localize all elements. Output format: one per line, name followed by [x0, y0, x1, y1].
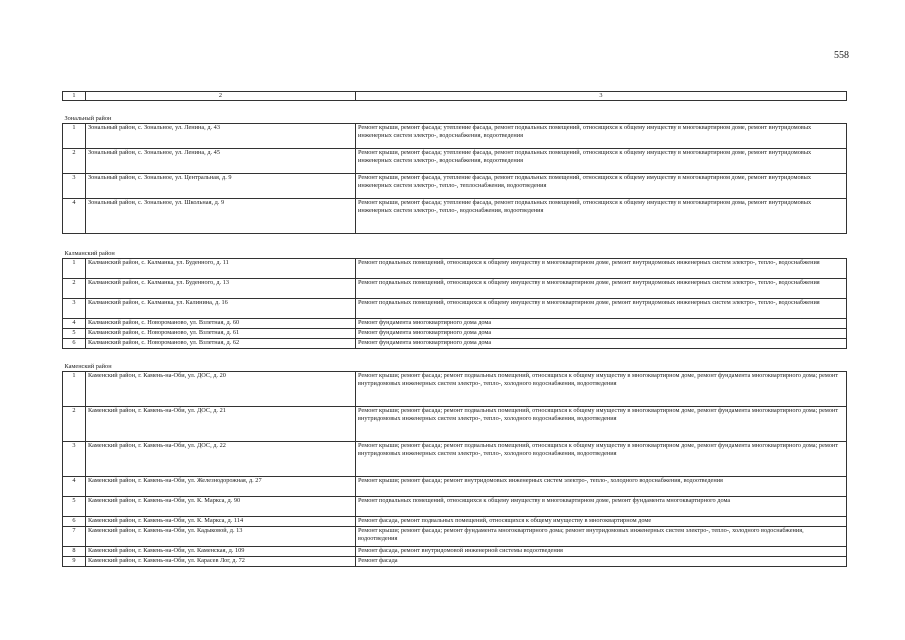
- table-row: [63, 372, 847, 407]
- row-number: 2: [63, 279, 86, 299]
- section-title: Калманский район: [63, 234, 847, 259]
- table-row: [63, 517, 847, 527]
- row-works: Ремонт крыши; ремонт фасада; ремонт подвальных помещений, относящихся к общему имуществу в многоквартирном доме, ремонт фундамента многоквартирного дома; ремонт внутридомовых инженерных систем электро-, тепло-, холодного водоснабжения, водоотведения: [356, 372, 847, 407]
- section-row: [63, 349, 847, 372]
- row-number: 9: [63, 557, 86, 567]
- row-address: Каменский район, г. Камень-на-Оби, ул. Кадыковой, д. 13: [86, 527, 356, 547]
- table-row: [63, 279, 847, 299]
- row-works: Ремонт фасада, ремонт внутридомовой инженерной системы водоотведения: [356, 547, 847, 557]
- row-address: Каменский район, г. Камень-на-Оби, ул. К. Маркса, д. 90: [86, 497, 356, 517]
- row-works: Ремонт подвальных помещений, относящихся к общему имуществу в многоквартирном доме, ремонт фундамента многоквартирного дома: [356, 497, 847, 517]
- row-works: Ремонт крыши; ремонт фасада; ремонт фундамента многоквартирного дома; ремонт внутридомовых инженерных систем электро-, тепло-, холодного водоснабжения, водоотведения: [356, 527, 847, 547]
- header-col-2: 2: [86, 92, 356, 101]
- row-number: 3: [63, 299, 86, 319]
- row-address: Калманский район, с. Калманка, ул. Буденного, д. 11: [86, 259, 356, 279]
- section-row: [63, 234, 847, 259]
- row-address: Каменский район, г. Камень-на-Оби, ул. ДОС, д. 20: [86, 372, 356, 407]
- row-number: 5: [63, 329, 86, 339]
- row-address: Зональный район, с. Зональное, ул. Ленина, д. 43: [86, 124, 356, 149]
- row-works: Ремонт крыши, ремонт фасада; утепление фасада, ремонт подвальных помещений, относящихся к общему имуществу в многоквартирном доме, ремонт внутридомовых инженерных систем электро-, водоснабжения, водоотведения: [356, 149, 847, 174]
- table-row: [63, 124, 847, 149]
- row-address: Каменский район, г. Камень-на-Оби, ул. К. Маркса, д. 114: [86, 517, 356, 527]
- row-works: Ремонт фундамента многоквартирного дома дома: [356, 329, 847, 339]
- row-number: 3: [63, 442, 86, 477]
- row-address: Калманский район, с. Калманка, ул. Калинина, д. 16: [86, 299, 356, 319]
- repair-registry-table: [62, 91, 847, 567]
- row-works: Ремонт подвальных помещений, относящихся к общему имуществу в многоквартирном доме, ремонт внутридомовых инженерных систем электро-, тепло-, водоснабжения: [356, 279, 847, 299]
- row-works: Ремонт подвальных помещений, относящихся к общему имуществу в многоквартирном доме, ремонт внутридомовых инженерных систем электро-, тепло-, водоснабжения: [356, 259, 847, 279]
- row-number: 7: [63, 527, 86, 547]
- row-works: Ремонт фундамента многоквартирного дома дома: [356, 319, 847, 329]
- row-number: 5: [63, 497, 86, 517]
- row-address: Калманский район, с. Новороманово, ул. Взлетная, д. 61: [86, 329, 356, 339]
- row-works: Ремонт фасада, ремонт подвальных помещений, относящихся к общему имуществу в многоквартирном доме: [356, 517, 847, 527]
- row-number: 4: [63, 319, 86, 329]
- table-row: [63, 259, 847, 279]
- row-address: Каменский район, г. Камень-на-Оби, ул. Железнодорожная, д. 27: [86, 477, 356, 497]
- table-row: [63, 329, 847, 339]
- table-row: [63, 547, 847, 557]
- row-address: Зональный район, с. Зональное, ул. Центральная, д. 9: [86, 174, 356, 199]
- page-number: 558: [834, 50, 849, 61]
- row-works: Ремонт подвальных помещений, относящихся к общему имуществу в многоквартирном доме, ремонт внутридомовых инженерных систем электро-, тепло-, водоснабжения: [356, 299, 847, 319]
- row-address: Калманский район, с. Калманка, ул. Буденного, д. 13: [86, 279, 356, 299]
- row-works: Ремонт фундамента многоквартирного дома дома: [356, 339, 847, 349]
- table-row: [63, 557, 847, 567]
- row-number: 6: [63, 517, 86, 527]
- row-number: 3: [63, 174, 86, 199]
- table-row: [63, 339, 847, 349]
- table-row: [63, 174, 847, 199]
- table-row: [63, 319, 847, 329]
- row-number: 1: [63, 259, 86, 279]
- row-address: Каменский район, г. Камень-на-Оби, ул. ДОС, д. 21: [86, 407, 356, 442]
- row-works: Ремонт крыши, ремонт фасада; утепление фасада, ремонт подвальных помещений, относящихся к общему имуществу в многоквартирном дома, ремонт внутридомовых инженерных систем электро-, тепло-, водоснабжения, водоотведения: [356, 199, 847, 234]
- table-body: [63, 92, 847, 567]
- row-address: Зональный район, с. Зональное, ул. Ленина, д. 45: [86, 149, 356, 174]
- table-row: [63, 299, 847, 319]
- row-address: Каменский район, г. Камень-на-Оби, ул. Каменская, д. 109: [86, 547, 356, 557]
- table-row: [63, 407, 847, 442]
- row-number: 2: [63, 149, 86, 174]
- row-number: 8: [63, 547, 86, 557]
- row-number: 2: [63, 407, 86, 442]
- table-row: [63, 477, 847, 497]
- section-title: Каменский район: [63, 349, 847, 372]
- header-col-3: 3: [356, 92, 847, 101]
- section-title: Зональный район: [63, 101, 847, 124]
- row-number: 1: [63, 124, 86, 149]
- row-number: 6: [63, 339, 86, 349]
- row-works: Ремонт крыши; ремонт фасада; ремонт внутридомовых инженерных систем электро-, тепло-, холодного водоснабжения, водоотведения: [356, 477, 847, 497]
- table-row: [63, 199, 847, 234]
- table-row: [63, 527, 847, 547]
- table-row: [63, 497, 847, 517]
- row-works: Ремонт крыши, ремонт фасада, утепление фасада, ремонт подвальных помещений, относящихся к общему имуществу в многоквартирном доме, ремонт внутридомовых инженерных систем электро-, тепло-, теплоснабжения, водоотведения: [356, 174, 847, 199]
- section-row: [63, 101, 847, 124]
- row-number: 1: [63, 372, 86, 407]
- row-works: Ремонт крыши; ремонт фасада; ремонт подвальных помещений, относящихся к общему имуществу в многоквартирном доме, ремонт фундамента многоквартирного дома; ремонт внутридомовых инженерных систем электро-, тепло-, холодного водоснабжения, водоотведения: [356, 442, 847, 477]
- row-address: Калманский район, с. Новороманово, ул. Взлетная, д. 62: [86, 339, 356, 349]
- table-row: [63, 442, 847, 477]
- row-number: 4: [63, 199, 86, 234]
- row-works: Ремонт крыши; ремонт фасада; ремонт подвальных помещений, относящихся к общему имуществу в многоквартирном доме, ремонт фундамента многоквартирного дома; ремонт внутридомовых инженерных систем электро-, тепло-, холодного водоснабжения, водоотведения: [356, 407, 847, 442]
- row-address: Каменский район, г. Камень-на-Оби, ул. Карасев Лог, д. 72: [86, 557, 356, 567]
- header-col-1: 1: [63, 92, 86, 101]
- row-address: Калманский район, с. Новороманово, ул. Взлетная, д. 60: [86, 319, 356, 329]
- row-address: Каменский район, г. Камень-на-Оби, ул. ДОС, д. 22: [86, 442, 356, 477]
- row-address: Зональный район, с. Зональное, ул. Школьная, д. 9: [86, 199, 356, 234]
- row-works: Ремонт крыши, ремонт фасада; утепление фасада, ремонт подвальных помещений, относящихся к общему имуществу в многоквартирном доме, ремонт внутридомовых инженерных систем электро-, водоснабжения, водоотведения: [356, 124, 847, 149]
- row-number: 4: [63, 477, 86, 497]
- table-row: [63, 149, 847, 174]
- row-works: Ремонт фасада: [356, 557, 847, 567]
- header-row: [63, 92, 847, 101]
